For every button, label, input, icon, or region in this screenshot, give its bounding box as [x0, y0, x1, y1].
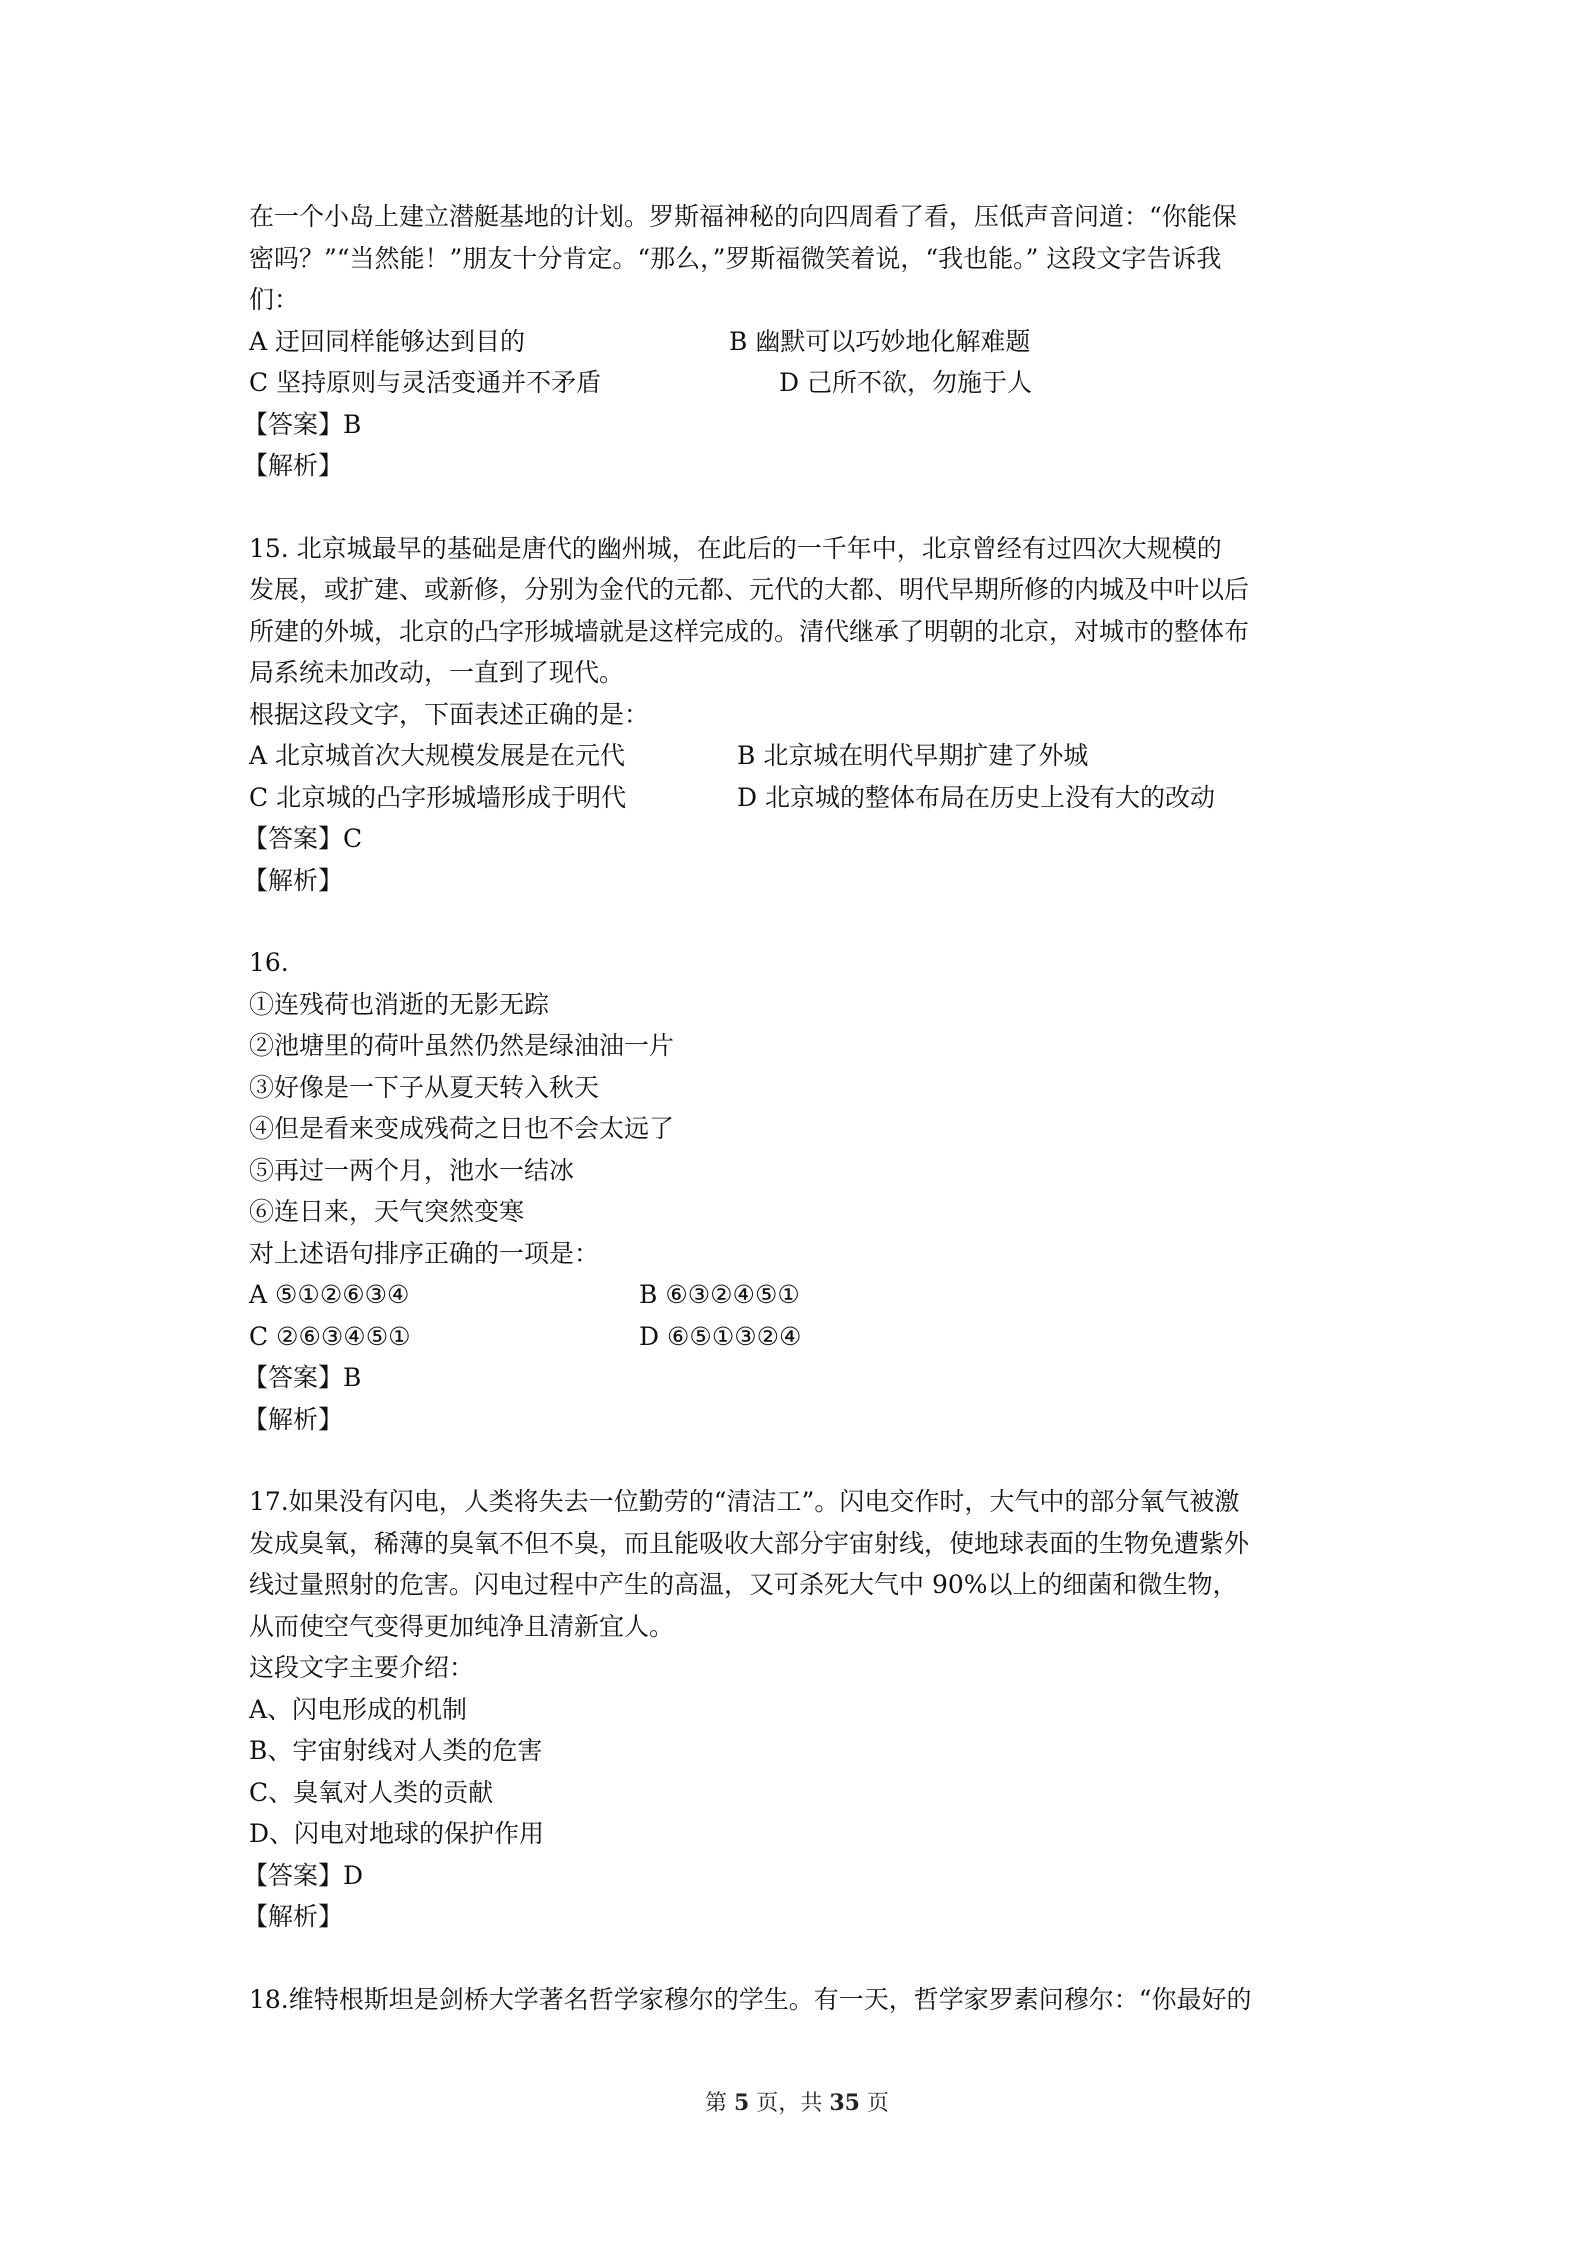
question-14-line: 密吗？”“当然能！”朋友十分肯定。“那么，”罗斯福微笑着说，“我也能。” 这段文字告诉我 [249, 243, 1222, 273]
question-15-options-row-2 [249, 777, 1359, 819]
question-15-option-c: C 北京城的凸字形城墙形成于明代 [249, 782, 627, 812]
question-17-option-c: C、臭氧对人类的贡献 [249, 1777, 494, 1807]
footer-page-number: 5 [734, 2090, 750, 2116]
question-16-options-row-1 [249, 1274, 1359, 1316]
question-17-option-a: A、闪电形成的机制 [249, 1694, 468, 1724]
question-16-options-row-2 [249, 1316, 1359, 1358]
question-17-line: 发成臭氧，稀薄的臭氧不但不臭，而且能吸收大部分宇宙射线，使地球表面的生物免遭紫外 [249, 1528, 1250, 1558]
page-footer [0, 2086, 1594, 2117]
question-14-line: 们： [249, 285, 300, 314]
question-16-option-a: A ⑤①②⑥③④ [249, 1280, 410, 1309]
question-17-line: 线过量照射的危害。闪电过程中产生的高温，又可杀死大气中 90%以上的细菌和微生物， [249, 1570, 1238, 1599]
question-15-options-row-1 [249, 735, 1359, 777]
question-14-answer: 【答案】B [243, 409, 362, 439]
page-content [243, 196, 1359, 2020]
question-16-number: 16. [249, 948, 289, 977]
question-16-sentence: ④但是看来变成残荷之日也不会太远了 [249, 1114, 675, 1143]
question-16 [243, 942, 1359, 1440]
question-15-line: 所建的外城，北京的凸字形城墙就是这样完成的。清代继承了明朝的北京，对城市的整体布 [249, 616, 1250, 646]
question-15-answer: 【答案】C [243, 824, 363, 853]
question-16-sentence: ①连残荷也消逝的无影无踪 [249, 989, 550, 1019]
question-15-option-a: A 北京城首次大规模发展是在元代 [249, 741, 626, 770]
footer-total-pages: 35 [829, 2090, 860, 2116]
question-17-option-d: D、闪电对地球的保护作用 [249, 1819, 545, 1848]
question-14-option-c: C 坚持原则与灵活变通并不矛盾 [249, 368, 602, 397]
question-18 [249, 1979, 1359, 2021]
question-14-analysis: 【解析】 [243, 451, 344, 480]
question-15 [243, 528, 1359, 902]
question-15-option-d: D 北京城的整体布局在历史上没有大的改动 [737, 782, 1215, 812]
question-14-option-b: B 幽默可以巧妙地化解难题 [729, 326, 1031, 356]
question-14-option-d: D 己所不欲，勿施于人 [779, 368, 1032, 397]
question-15-analysis: 【解析】 [243, 865, 344, 895]
footer-suffix: 页 [859, 2091, 889, 2116]
question-14-options-row-1 [249, 321, 1359, 363]
question-16-option-b: B ⑥③②④⑤① [639, 1280, 800, 1309]
question-16-sentence: ⑤再过一两个月，池水一结冰 [249, 1155, 575, 1185]
footer-prefix: 第 [705, 2091, 735, 2116]
question-15-line: 15. 北京城最早的基础是唐代的幽州城，在此后的一千年中，北京曾经有过四次大规模的 [249, 533, 1222, 563]
question-18-line: 18.维特根斯坦是剑桥大学著名哲学家穆尔的学生。有一天，哲学家罗素问穆尔：“你最好的 [249, 1984, 1252, 2014]
question-15-line: 发展，或扩建、或新修，分别为金代的元都、元代的大都、明代早期所修的内城及中叶以后 [249, 575, 1250, 604]
question-14-option-a: A 迂回同样能够达到目的 [249, 326, 526, 356]
question-16-prompt: 对上述语句排序正确的一项是： [249, 1238, 600, 1268]
question-15-line: 局系统未加改动，一直到了现代。 [249, 658, 625, 687]
question-16-answer: 【答案】B [243, 1363, 362, 1392]
question-14 [243, 196, 1359, 487]
question-17-line: 这段文字主要介绍： [249, 1653, 475, 1682]
question-17-option-b: B、宇宙射线对人类的危害 [249, 1736, 543, 1765]
question-16-option-d: D ⑥⑤①③②④ [639, 1321, 802, 1351]
footer-middle: 页，共 [749, 2091, 830, 2116]
question-16-analysis: 【解析】 [243, 1404, 344, 1434]
question-16-option-c: C ②⑥③④⑤① [249, 1321, 411, 1351]
question-16-sentence: ③好像是一下子从夏天转入秋天 [249, 1072, 600, 1102]
question-16-sentence: ②池塘里的荷叶虽然仍然是绿油油一片 [249, 1031, 675, 1060]
question-16-sentence: ⑥连日来，天气突然变寒 [249, 1197, 525, 1226]
question-17-answer: 【答案】D [243, 1860, 364, 1890]
question-17-line: 17.如果没有闪电，人类将失去一位勤劳的“清洁工”。闪电交作时，大气中的部分氧气被激 [249, 1487, 1240, 1516]
question-17 [243, 1481, 1359, 1938]
question-14-line: 在一个小岛上建立潜艇基地的计划。罗斯福神秘的向四周看了看，压低声音问道：“你能保 [249, 202, 1237, 231]
question-14-options-row-2 [249, 362, 1359, 404]
question-17-analysis: 【解析】 [243, 1902, 344, 1931]
question-15-line: 根据这段文字，下面表述正确的是： [249, 699, 650, 729]
question-17-line: 从而使空气变得更加纯净且清新宜人。 [249, 1611, 675, 1641]
question-15-option-b: B 北京城在明代早期扩建了外城 [737, 741, 1089, 770]
